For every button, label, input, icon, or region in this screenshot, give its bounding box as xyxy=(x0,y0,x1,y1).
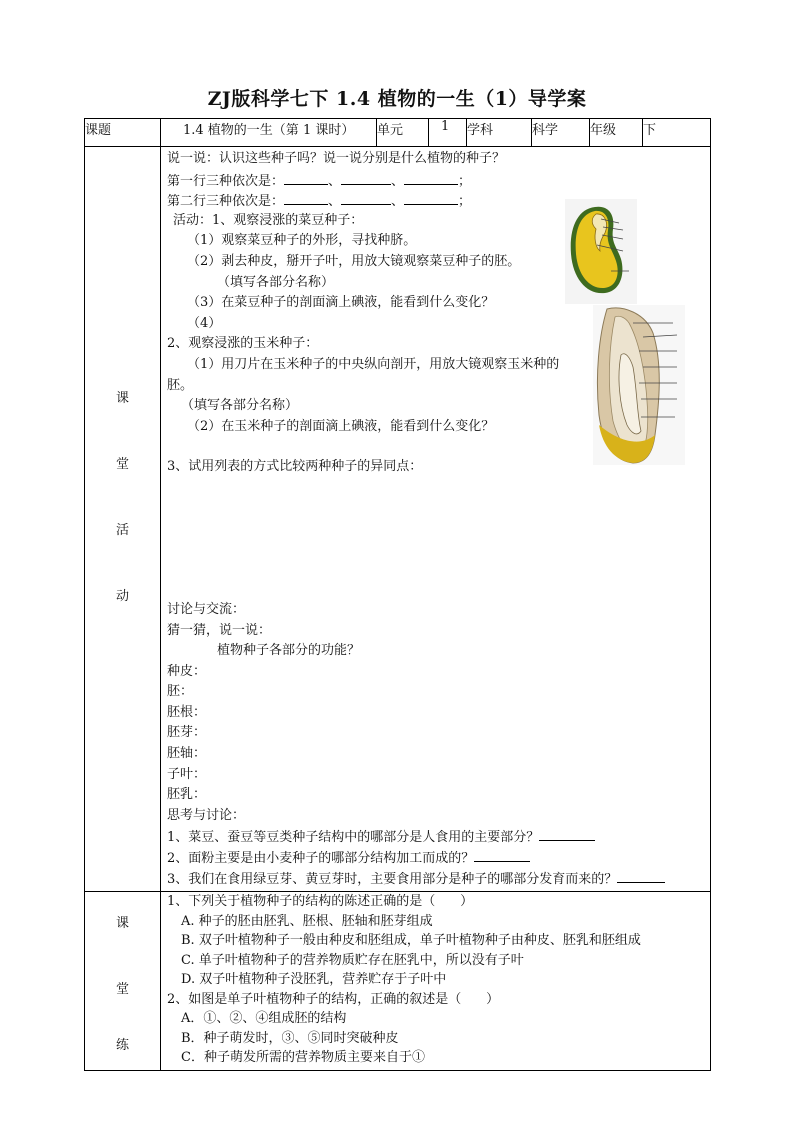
part-hypocotyl: 胚轴： xyxy=(167,746,207,762)
compare-prompt: 3、试用列表的方式比较两种种子的异同点： xyxy=(167,459,423,475)
lesson-table xyxy=(84,118,711,1071)
topic-value: 1.4 植物的一生（第 1 课时） xyxy=(161,119,377,147)
practice-question-1: 1、下列关于植物种子的结构的陈述正确的是（ ） xyxy=(167,894,474,909)
part-seed-coat: 种皮： xyxy=(167,663,207,679)
side-char: 课 xyxy=(115,916,129,931)
subject-label: 学科 xyxy=(467,119,532,147)
activity-content xyxy=(161,147,711,892)
option-a[interactable]: A. 种子的胚由胚乳、胚根、胚轴和胚芽组成 xyxy=(181,913,433,929)
practice-row xyxy=(85,892,711,1071)
activity-step: （4） xyxy=(187,315,222,331)
part-cotyledon: 子叶： xyxy=(167,766,207,782)
activity-row xyxy=(85,147,711,892)
practice-side-label xyxy=(85,892,161,1071)
option-d[interactable]: D. 双子叶植物种子没胚乳，营养贮存于子叶中 xyxy=(181,972,447,987)
topic-label: 课题 xyxy=(85,119,161,147)
side-char: 堂 xyxy=(115,457,129,472)
side-char: 课 xyxy=(115,391,129,406)
row2-answer-line: 第二行三种依次是： 、 、 ； xyxy=(167,190,706,211)
option-c[interactable]: C．种子萌发所需的营养物质主要来自于① xyxy=(181,1050,425,1065)
side-char: 堂 xyxy=(115,982,129,997)
header-row xyxy=(85,119,711,147)
think-question-2: 2、面粉主要是由小麦种子的哪部分结构加工而成的？ xyxy=(167,847,706,868)
guess-heading: 猜一猜，说一说： xyxy=(167,622,272,638)
answer-blank[interactable] xyxy=(284,170,328,185)
side-char: 练 xyxy=(115,1038,129,1053)
activity-step: （1）观察菜豆种子的外形，寻找种脐。 xyxy=(187,233,417,249)
bean-seed-diagram xyxy=(565,199,637,304)
activity-heading: 活动：1、观察浸涨的菜豆种子： xyxy=(173,212,364,228)
fill-names-note: （填写各部分名称） xyxy=(217,274,335,290)
practice-content xyxy=(161,892,711,1071)
part-endosperm: 胚乳： xyxy=(167,787,207,803)
option-c[interactable]: C. 单子叶植物种子的营养物质贮存在胚乳中，所以没有子叶 xyxy=(181,952,524,968)
option-b[interactable]: B．种子萌发时，③、⑤同时突破种皮 xyxy=(181,1030,399,1046)
answer-blank[interactable] xyxy=(617,868,665,883)
function-question: 植物种子各部分的功能？ xyxy=(217,643,361,659)
answer-blank[interactable] xyxy=(341,170,391,185)
answer-blank[interactable] xyxy=(474,847,530,862)
answer-blank[interactable] xyxy=(404,170,458,185)
grade-label: 年级 xyxy=(590,119,643,147)
answer-blank[interactable] xyxy=(341,190,391,205)
intro-question: 说一说：认识这些种子吗？说一说分别是什么植物的种子？ xyxy=(167,151,506,166)
corn-seed-diagram xyxy=(593,305,685,465)
unit-label: 单元 xyxy=(377,119,429,147)
answer-blank[interactable] xyxy=(539,826,595,841)
side-char: 活 xyxy=(115,523,129,538)
think-heading: 思考与讨论： xyxy=(167,807,246,823)
think-question-3: 3、我们在食用绿豆芽、黄豆芽时，主要食用部分是种子的哪部分发育而来的？ xyxy=(167,868,706,889)
answer-blank[interactable] xyxy=(284,190,328,205)
side-char: 动 xyxy=(115,589,129,604)
subject-value: 科学 xyxy=(532,119,590,147)
activity-step-cont: 胚。 xyxy=(167,377,194,393)
activity-heading: 2、观察浸涨的玉米种子： xyxy=(167,336,319,352)
part-plumule: 胚芽： xyxy=(167,725,207,741)
fill-names-note: （填写各部分名称） xyxy=(181,398,299,414)
activity-step: （2）在玉米种子的剖面滴上碘液，能看到什么变化？ xyxy=(187,418,495,434)
page-title: ZJ版科学七下 1.4 植物的一生（1）导学案 xyxy=(207,88,587,110)
activity-step: （3）在菜豆种子的剖面滴上碘液，能看到什么变化？ xyxy=(187,295,495,311)
practice-question-2: 2、如图是单子叶植物种子的结构，正确的叙述是（ ） xyxy=(167,991,500,1007)
think-question-1: 1、菜豆、蚕豆等豆类种子结构中的哪部分是人食用的主要部分？ xyxy=(167,826,706,847)
part-embryo: 胚： xyxy=(167,684,194,700)
option-b[interactable]: B. 双子叶植物种子一般由种皮和胚组成，单子叶植物种子由种皮、胚乳和胚组成 xyxy=(181,933,641,948)
answer-blank[interactable] xyxy=(404,190,458,205)
unit-value: 1 xyxy=(429,119,467,147)
option-a[interactable]: A．①、②、④组成胚的结构 xyxy=(181,1011,347,1026)
row1-answer-line: 第一行三种依次是： 、 、 ； xyxy=(167,170,706,191)
activity-step: （1）用刀片在玉米种子的中央纵向剖开，用放大镜观察玉米种的 xyxy=(187,356,560,372)
discussion-heading: 讨论与交流： xyxy=(167,601,246,617)
grade-value: 下 xyxy=(643,119,711,147)
activity-side-label xyxy=(85,147,161,892)
part-radicle: 胚根： xyxy=(167,704,207,720)
activity-step: （2）剥去种皮，掰开子叶，用放大镜观察菜豆种子的胚。 xyxy=(187,253,521,269)
compare-answer-space[interactable] xyxy=(167,478,706,600)
